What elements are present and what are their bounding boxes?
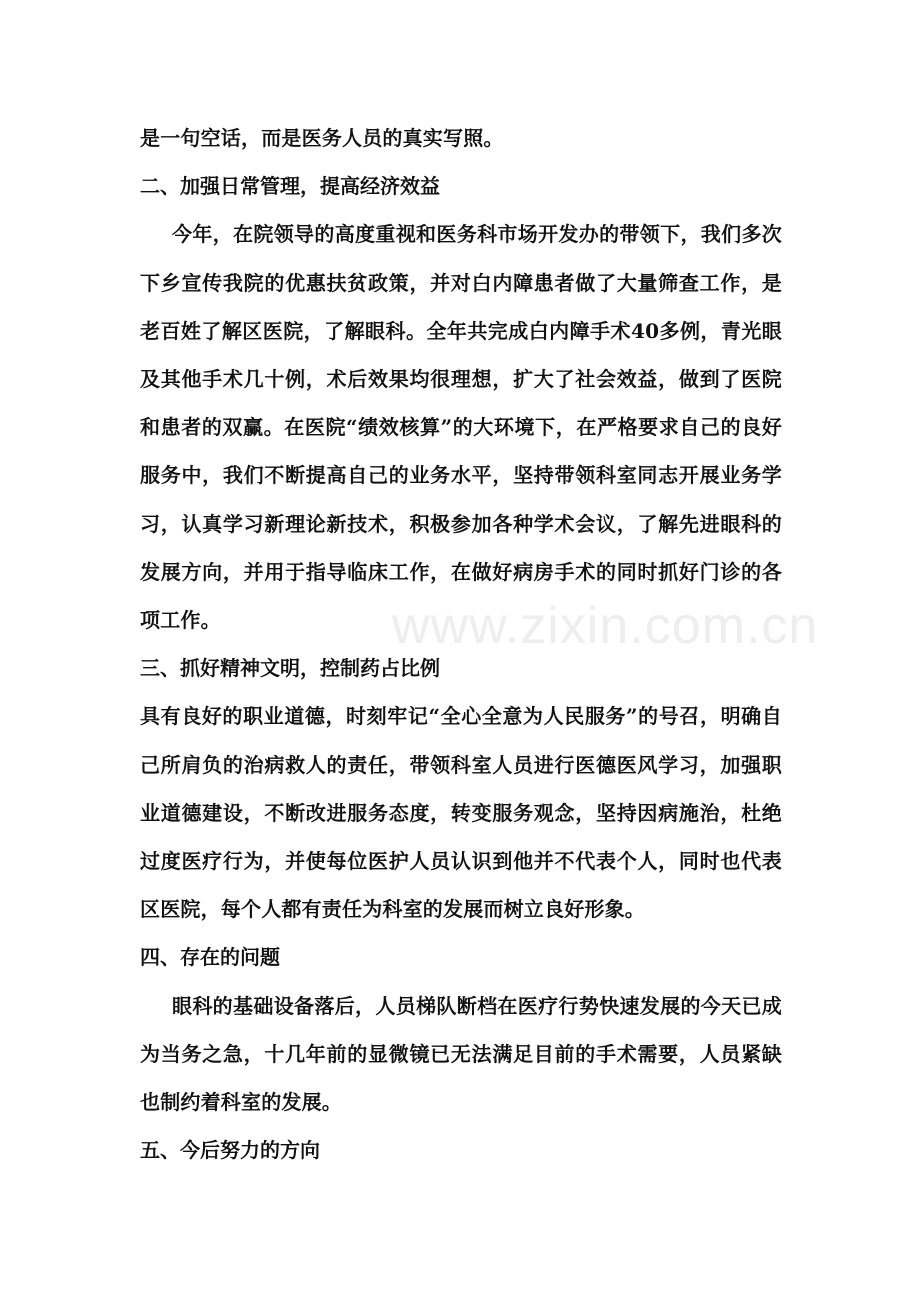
section-heading-5: 五、今后努力的方向: [140, 1138, 320, 1163]
section-heading-2: 二、加强日常管理，提高经济效益: [140, 174, 440, 199]
paragraph-section-2: 今年，在院领导的高度重视和医务科市场开发办的带领下，我们多次下乡宣传我院的优惠扶贫政策，并对白内障患者做了大量筛查工作，是老百姓了解区医院，了解眼科。全年共完成白内障手术40多例，青光眼及其他手术几十例，术后效果均很理想，扩大了社会效益，做到了医院和患者的双赢。在医院“绩效核算”的大环境下，在严格要求自己的良好服务中，我们不断提高自己的业务水平，坚持带领科室同志开展业务学习，认真学习新理论新技术，积极参加各种学术会议，了解先进眼科的发展方向，并用于指导临床工作，在做好病房手术的同时抓好门诊的各项工作。: [140, 222, 782, 633]
paragraph-section-3: 具有良好的职业道德，时刻牢记“全心全意为人民服务”的号召，明确自己所肩负的治病救人的责任，带领科室人员进行医德医风学习，加强职业道德建设，不断改进服务态度，转变服务观念，坚持因病施治，杜绝过度医疗行为，并使每位医护人员认识到他并不代表个人，同时也代表区医院，每个人都有责任为科室的发展而树立良好形象。: [140, 704, 782, 922]
section-heading-4: 四、存在的问题: [140, 945, 280, 970]
site-watermark: www.zixin.com.cn: [392, 597, 819, 655]
paragraph-section-4: 眼科的基础设备落后，人员梯队断档在医疗行势快速发展的今天已成为当务之急，十几年前的显微镜已无法满足目前的手术需要，人员紧缺也制约着科室的发展。: [140, 993, 782, 1115]
paragraph-intro-continuation: 是一句空话，而是医务人员的真实写照。: [140, 126, 504, 150]
document-body: [140, 114, 782, 1174]
section-heading-3: 三、抓好精神文明，控制药占比例: [140, 656, 440, 681]
